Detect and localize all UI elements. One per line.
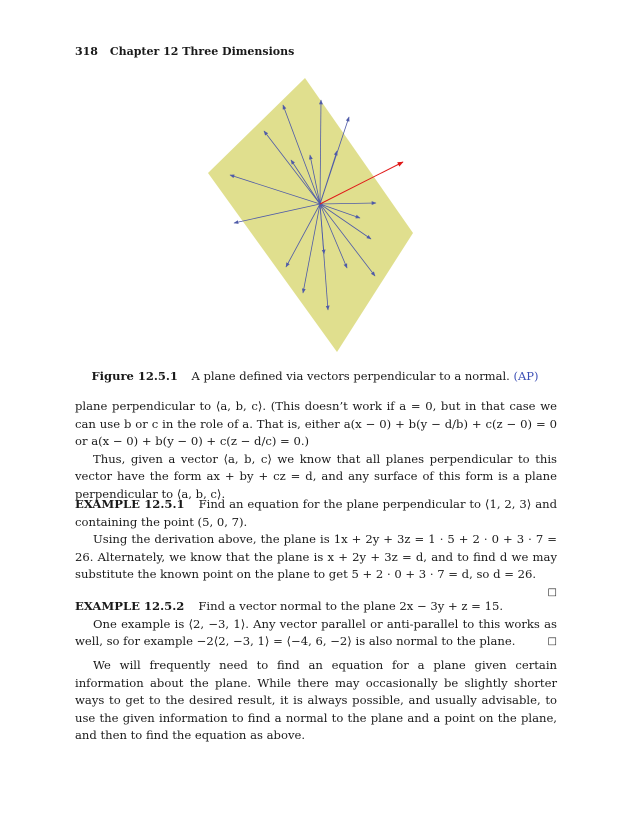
paragraph: We will frequently need to find an equation for a plane given certain information about the plane. While there may occasionally be slightly shorter ways to get to the desired result, it is always possible, and usually advisable, to use the given information to find a normal to the plane and a point on the plane, and then to find the equation as above. bbox=[75, 658, 557, 742]
paragraph: plane perpendicular to ⟨a, b, c⟩. (This doesn’t work if a = 0, but in that case we can use b or c in the role of a. That is, either a(x − 0) + b(y − d/b) + c(z − 0) = 0 or a(x − 0) + b(y − 0) + c(z − d/c) = 0.) bbox=[75, 399, 557, 448]
example-prompt: Find a vector normal to the plane 2x − 3y + z = 15. bbox=[198, 599, 504, 613]
caption-text: A plane defined via vectors perpendicular to a normal. bbox=[191, 369, 510, 383]
example-solution: One example is ⟨2, −3, 1⟩. Any vector parallel or anti-parallel to this works as well, so for example −2⟨2, −3, 1⟩ = ⟨−4, 6, −2⟩ is also normal to the plane. bbox=[75, 616, 557, 648]
chapter-title: Chapter 12 Three Dimensions bbox=[109, 45, 295, 58]
page-number: 318 bbox=[75, 45, 98, 58]
example-solution: Using the derivation above, the plane is 1x + 2y + 3z = 1 · 5 + 2 · 0 + 3 · 7 = 26. Alternately, we know that the plane is x + 2y + 3z = d, and to find d we may substitute the known point on the plane to get 5 + 2 · 0 + 3 · 7 = d, so d = 26. bbox=[75, 532, 557, 581]
qed-mark: □ bbox=[547, 636, 557, 647]
example-12-5-1 bbox=[75, 496, 557, 601]
plane-shape bbox=[208, 78, 413, 352]
plane-figure bbox=[0, 0, 630, 365]
paragraph-block-2 bbox=[75, 657, 557, 745]
paragraph-block-1 bbox=[75, 398, 557, 503]
example-12-5-2 bbox=[75, 598, 557, 651]
figure-caption bbox=[0, 369, 630, 383]
example-prompt: Find an equation for the plane perpendicular to ⟨1, 2, 3⟩ and containing the point (5, 0, 7). bbox=[75, 497, 557, 529]
example-label: EXAMPLE 12.5.2 bbox=[75, 599, 185, 613]
ap-link[interactable]: (AP) bbox=[513, 369, 539, 383]
qed-mark: □ bbox=[547, 586, 557, 598]
figure-label: Figure 12.5.1 bbox=[91, 369, 178, 383]
paragraph: Thus, given a vector ⟨a, b, c⟩ we know that all planes perpendicular to this vector have the form ax + by + cz = d, and any surface of this form is a plane perpendicular to ⟨a, b, c⟩. bbox=[75, 451, 557, 501]
example-label: EXAMPLE 12.5.1 bbox=[75, 497, 185, 511]
